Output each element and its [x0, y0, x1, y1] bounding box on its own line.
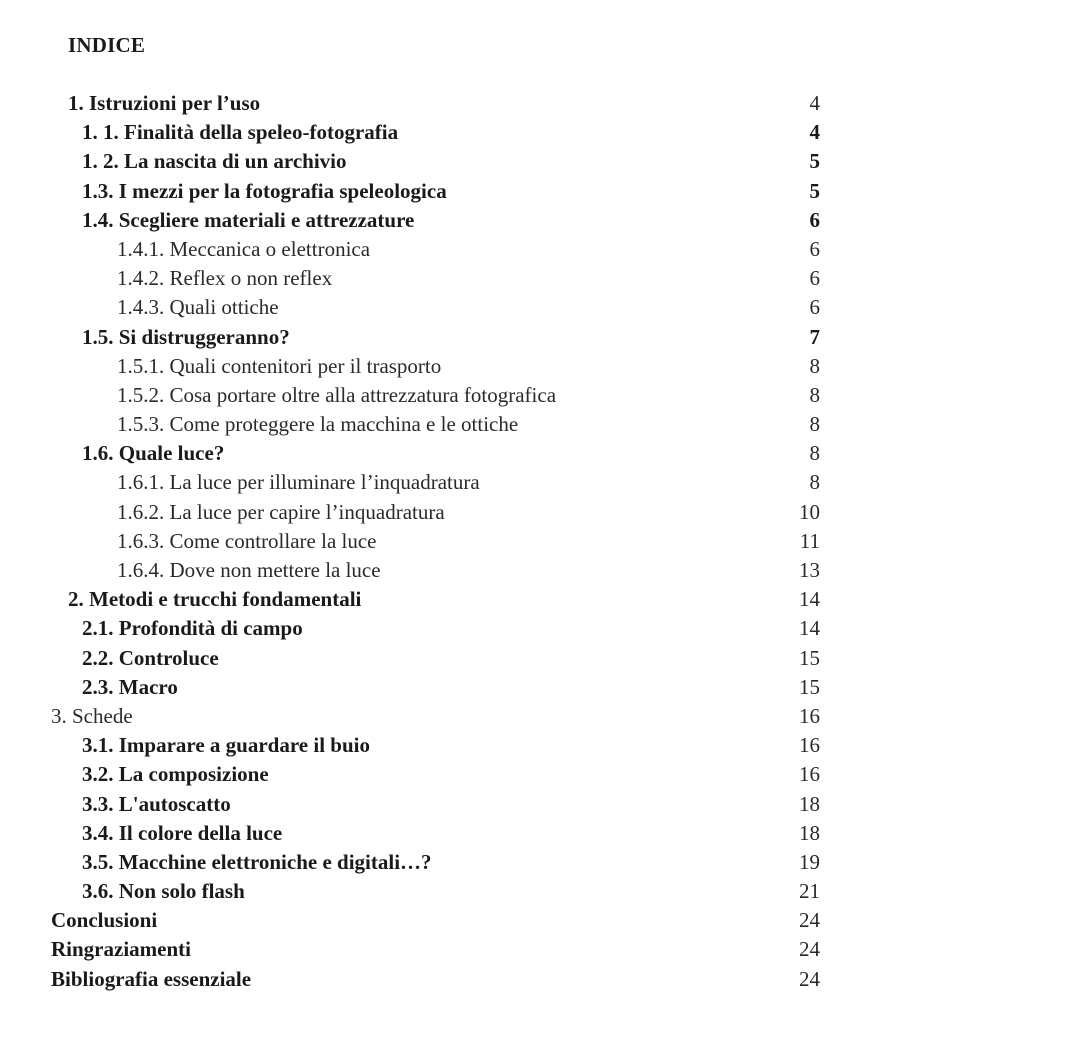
toc-entry	[0, 702, 1075, 731]
toc-entry-title: 1.4.3. Quali ottiche	[117, 295, 279, 320]
toc-entry-page-number: 5	[809, 149, 820, 174]
toc-entry-page-number: 10	[799, 499, 820, 524]
toc-entry-page-number: 6	[809, 266, 820, 291]
toc-entry-page-number: 8	[809, 382, 820, 407]
toc-entry	[0, 206, 1075, 235]
toc-entry	[0, 673, 1075, 702]
toc-entry-page-number: 5	[809, 178, 820, 203]
toc-entry-title: 1.4.1. Meccanica o elettronica	[117, 236, 371, 261]
toc-entry	[0, 323, 1075, 352]
toc-entry-page-number: 18	[799, 820, 820, 845]
toc-entry-title: 3. Schede	[51, 703, 133, 728]
toc-entry-title: 1.6.1. La luce per illuminare l’inquadratura	[117, 470, 480, 495]
toc-entry-page-number: 15	[799, 674, 820, 699]
toc-entry-page-number: 6	[809, 236, 820, 261]
toc-entry-title: 2.1. Profondità di campo	[82, 616, 303, 641]
toc-entry	[0, 264, 1075, 293]
toc-entry-title: 1.6.3. Come controllare la luce	[117, 528, 377, 553]
toc-entry-title: 3.1. Imparare a guardare il buio	[82, 733, 370, 758]
toc-entry-title: 3.2. La composizione	[82, 762, 269, 787]
toc-entry-page-number: 24	[799, 966, 820, 991]
toc-entry-title: 1. 2. La nascita di un archivio	[82, 149, 347, 174]
toc-entry-page-number: 8	[809, 441, 820, 466]
toc-entry	[0, 89, 1075, 118]
toc-entry	[0, 760, 1075, 789]
toc-entry	[0, 877, 1075, 906]
toc-entry-page-number: 15	[799, 645, 820, 670]
toc-entry	[0, 381, 1075, 410]
toc-entry	[0, 293, 1075, 322]
toc-entry-title: 1.5.1. Quali contenitori per il trasporto	[117, 353, 442, 378]
toc-entry-page-number: 16	[799, 733, 820, 758]
toc-entry-title: 1.6. Quale luce?	[82, 441, 225, 466]
toc-entry	[0, 906, 1075, 935]
toc-entry-page-number: 18	[799, 791, 820, 816]
toc-entry-page-number: 14	[799, 587, 820, 612]
toc-entry	[0, 790, 1075, 819]
toc-entry-title: 1.4. Scegliere materiali e attrezzature	[82, 207, 415, 232]
toc-entry	[0, 848, 1075, 877]
toc-entry	[0, 118, 1075, 147]
toc-entry-title: 2.3. Macro	[82, 674, 178, 699]
toc-entry	[0, 352, 1075, 381]
toc-entry	[0, 731, 1075, 760]
toc-entry-title: 3.6. Non solo flash	[82, 879, 245, 904]
toc-entry-title: 1.5.2. Cosa portare oltre alla attrezzatura fotografica	[117, 382, 557, 407]
page-title: INDICE	[68, 33, 146, 57]
toc-entry-title: 1.5.3. Come proteggere la macchina e le ottiche	[117, 412, 519, 437]
toc-entry	[0, 585, 1075, 614]
toc-entry-title: 1.6.4. Dove non mettere la luce	[117, 558, 381, 582]
toc-entry-title: 3.3. L'autoscatto	[82, 791, 231, 816]
toc-entry-page-number: 14	[799, 616, 820, 641]
toc-entry	[0, 468, 1075, 497]
toc-entry-title: Ringraziamenti	[51, 937, 191, 962]
toc-entry	[0, 644, 1075, 673]
toc-entry-page-number: 8	[809, 412, 820, 437]
toc-entry-title: 3.5. Macchine elettroniche e digitali…?	[82, 849, 432, 874]
toc-entry-title: 1.5. Si distruggeranno?	[82, 324, 290, 349]
toc-entry-page-number: 21	[799, 879, 820, 904]
toc-entry	[0, 527, 1075, 556]
toc-entry	[0, 177, 1075, 206]
toc-entry	[0, 147, 1075, 176]
toc-entry	[0, 935, 1075, 964]
toc-entry-page-number: 6	[809, 295, 820, 320]
toc-entry-title: 1. Istruzioni per l’uso	[68, 91, 261, 115]
toc-entry-page-number: 19	[799, 849, 820, 874]
toc-entry	[0, 498, 1075, 527]
toc-entry	[0, 556, 1075, 585]
toc-entry-page-number: 7	[809, 324, 820, 349]
toc-entry-page-number: 16	[799, 703, 820, 728]
toc-entry-title: 2. Metodi e trucchi fondamentali	[68, 587, 362, 612]
toc-entry	[0, 819, 1075, 848]
toc-entry	[0, 235, 1075, 264]
toc-entry-title: 1.6.2. La luce per capire l’inquadratura	[117, 499, 445, 524]
toc-entry-title: 1.3. I mezzi per la fotografia speleologica	[82, 178, 447, 203]
toc-entry-title: 2.2. Controluce	[82, 645, 219, 670]
toc-entry-page-number: 8	[809, 353, 820, 378]
toc-entry	[0, 439, 1075, 468]
toc-entry-page-number: 6	[809, 207, 820, 232]
table-of-contents	[0, 89, 1075, 994]
toc-entry-title: Conclusioni	[51, 908, 158, 933]
toc-entry-page-number: 13	[799, 558, 820, 582]
toc-entry	[0, 965, 1075, 994]
toc-entry	[0, 614, 1075, 643]
toc-entry-title: 3.4. Il colore della luce	[82, 820, 283, 845]
toc-entry-page-number: 24	[799, 908, 820, 933]
toc-entry-page-number: 16	[799, 762, 820, 787]
toc-entry-page-number: 11	[799, 528, 820, 553]
toc-entry-title: 1. 1. Finalità della speleo-fotografia	[82, 120, 399, 145]
toc-entry	[0, 410, 1075, 439]
toc-entry-title: 1.4.2. Reflex o non reflex	[117, 266, 333, 291]
toc-entry-page-number: 24	[799, 937, 820, 962]
toc-entry-page-number: 4	[809, 120, 820, 145]
toc-entry-page-number: 4	[809, 91, 820, 115]
toc-entry-title: Bibliografia essenziale	[51, 966, 252, 991]
toc-entry-page-number: 8	[809, 470, 820, 495]
